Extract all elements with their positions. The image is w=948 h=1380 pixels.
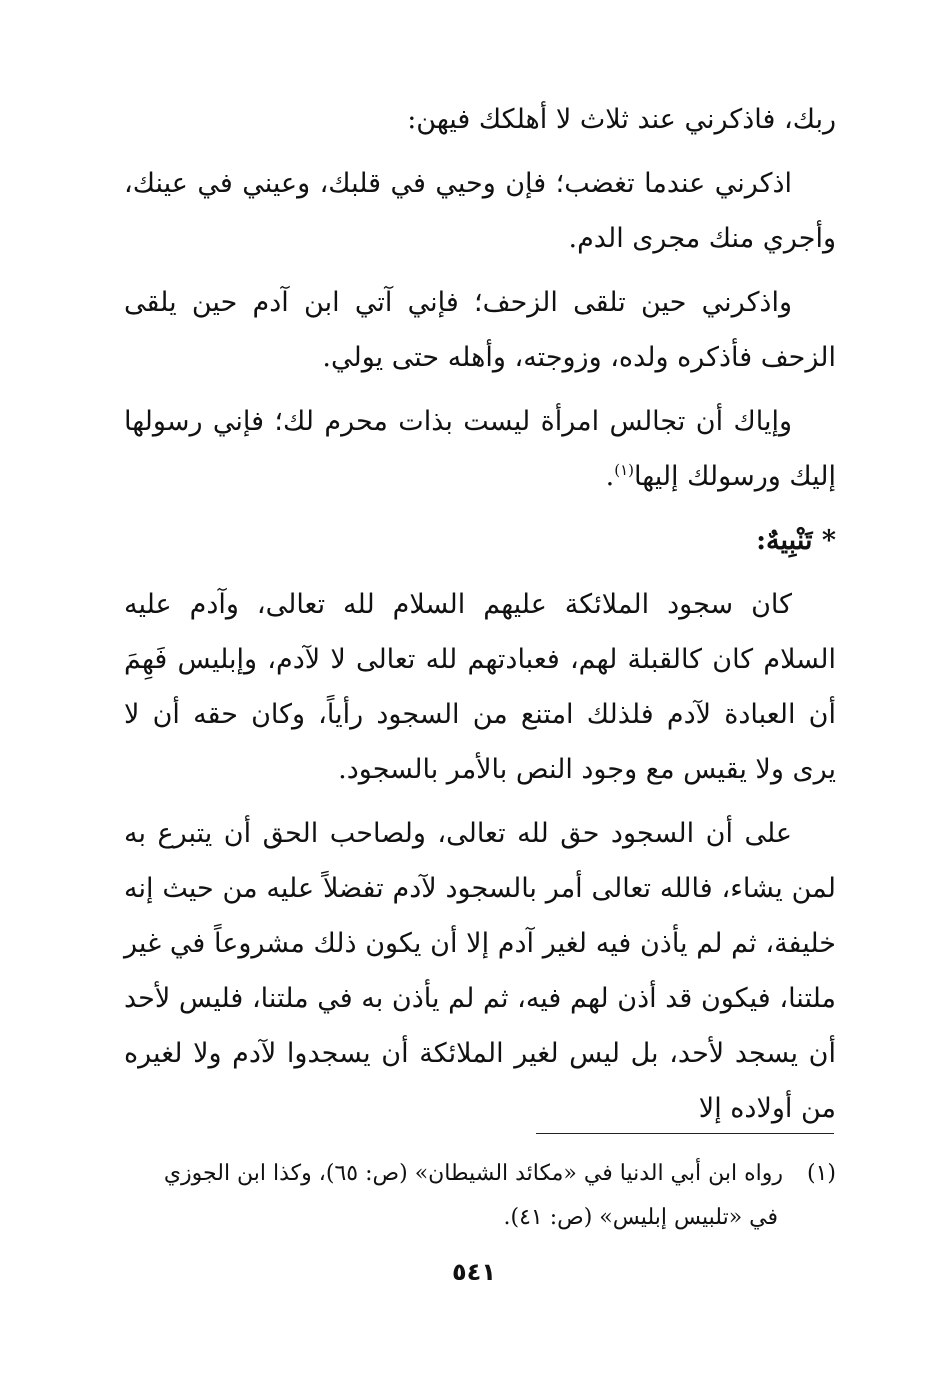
paragraph-4-end: . [605,461,615,492]
paragraph-5: كان سجود الملائكة عليهم السلام لله تعالى، وآدم عليه السلام كان كالقبلة لهم، فعبادتهم لله تعالى لا لآدم، وإبليس فَهِمَ أن العبادة لآدم فلذلك امتنع من السجود رأياً، وكان حقه أن لا يرى ولا يقيس مع وجود النص بالأمر بالسجود. [124,589,836,785]
footnote-number: (١) [806,1161,836,1186]
footnote [124,1152,836,1240]
note-heading: * تَنْبِيهٌ: [756,525,836,556]
footnote-line-2: في «تلبيس إبليس» (ص: ٤١). [503,1205,778,1230]
paragraph-4 [124,394,836,504]
paragraph-3: واذكرني حين تلقى الزحف؛ فإني آتي ابن آدم حين يلقى الزحف فأذكره ولده، وزوجته، وأهله حتى يولي. [124,287,836,373]
paragraph-1: ربك، فاذكرني عند ثلاث لا أهلكك فيهن: [407,104,836,135]
main-text [124,92,836,1145]
footnote-reference: (١) [614,461,635,479]
footnote-text-1: رواه ابن أبي الدنيا في «مكائد الشيطان» (ص: ٦٥)، وكذا ابن الجوزي [163,1161,783,1186]
paragraph-4-text: وإياك أن تجالس امرأة ليست بذات محرم لك؛ فإني رسولها إليك ورسولك إليها [124,406,836,492]
paragraph-6: على أن السجود حق لله تعالى، ولصاحب الحق أن يتبرع به لمن يشاء، فالله تعالى أمر بالسجود لآدم تفضلاً عليه من حيث إنه خليفة، ثم لم يأذن فيه لغير آدم إلا أن يكون ذلك مشروعاً في غير ملتنا، فيكون قد أذن لهم فيه، ثم لم يأذن به في ملتنا، فليس لأحد أن يسجد لأحد، بل ليس لغير الملائكة أن يسجدوا لآدم ولا لغيره من أولاده إلا [124,818,836,1124]
paragraph-2: اذكرني عندما تغضب؛ فإن وحيي في قلبك، وعيني في عينك، وأجري منك مجرى الدم. [124,168,836,254]
footnote-line-1 [124,1152,836,1196]
footnote-divider [536,1133,834,1134]
page-number: ٥٤١ [452,1258,496,1286]
